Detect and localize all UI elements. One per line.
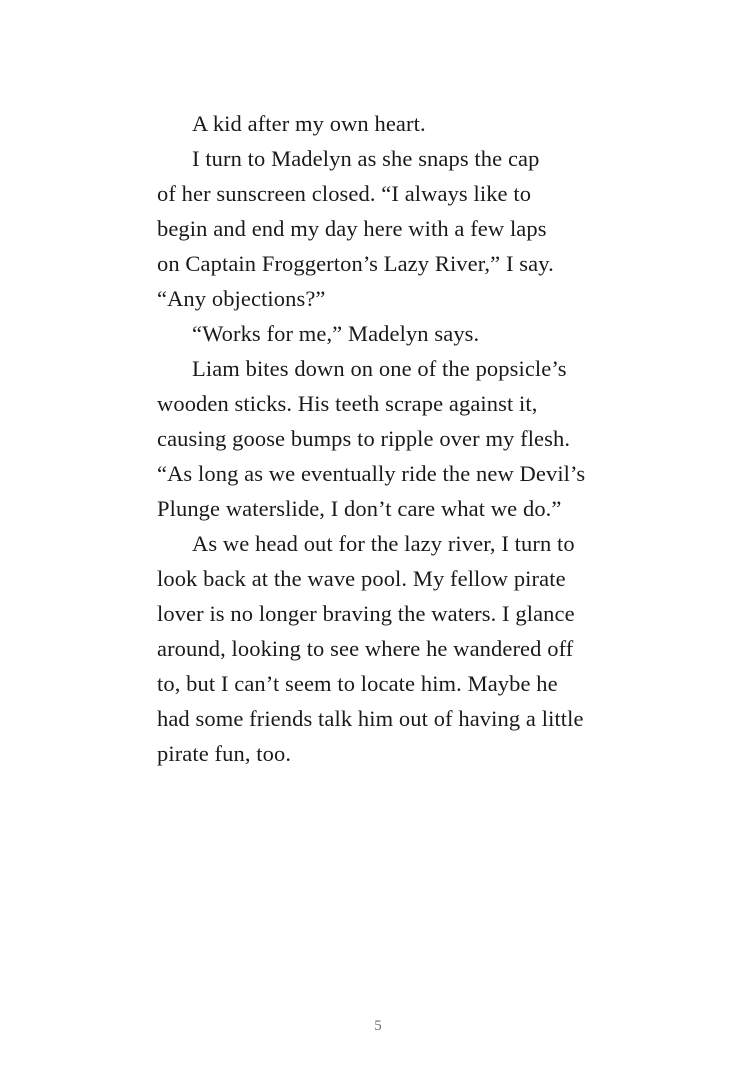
text-line: Plunge waterslide, I don’t care what we do.” xyxy=(157,496,562,521)
text-line: Liam bites down on one of the popsicle’s xyxy=(192,356,567,381)
text-line: “Any objections?” xyxy=(157,286,326,311)
text-line: begin and end my day here with a few laps xyxy=(157,216,547,241)
text-line: causing goose bumps to ripple over my flesh. xyxy=(157,426,571,451)
page-number: 5 xyxy=(374,1018,382,1034)
text-line: “Works for me,” Madelyn says. xyxy=(192,321,480,346)
text-line: “As long as we eventually ride the new Devil’s xyxy=(157,461,586,486)
text-line: to, but I can’t seem to locate him. Maybe he xyxy=(157,671,558,696)
text-line: had some friends talk him out of having a little xyxy=(157,706,584,731)
text-line: pirate fun, too. xyxy=(157,741,292,766)
text-line: around, looking to see where he wandered off xyxy=(157,636,574,661)
text-line: wooden sticks. His teeth scrape against it, xyxy=(157,391,538,416)
text-line: of her sunscreen closed. “I always like to xyxy=(157,181,532,206)
text-line: As we head out for the lazy river, I turn to xyxy=(192,531,575,556)
body-text xyxy=(157,106,637,771)
text-line: lover is no longer braving the waters. I glance xyxy=(157,601,575,626)
text-line: A kid after my own heart. xyxy=(192,111,426,136)
text-line: look back at the wave pool. My fellow pirate xyxy=(157,566,566,591)
text-line: I turn to Madelyn as she snaps the cap xyxy=(192,146,540,171)
text-line: on Captain Froggerton’s Lazy River,” I say. xyxy=(157,251,554,276)
